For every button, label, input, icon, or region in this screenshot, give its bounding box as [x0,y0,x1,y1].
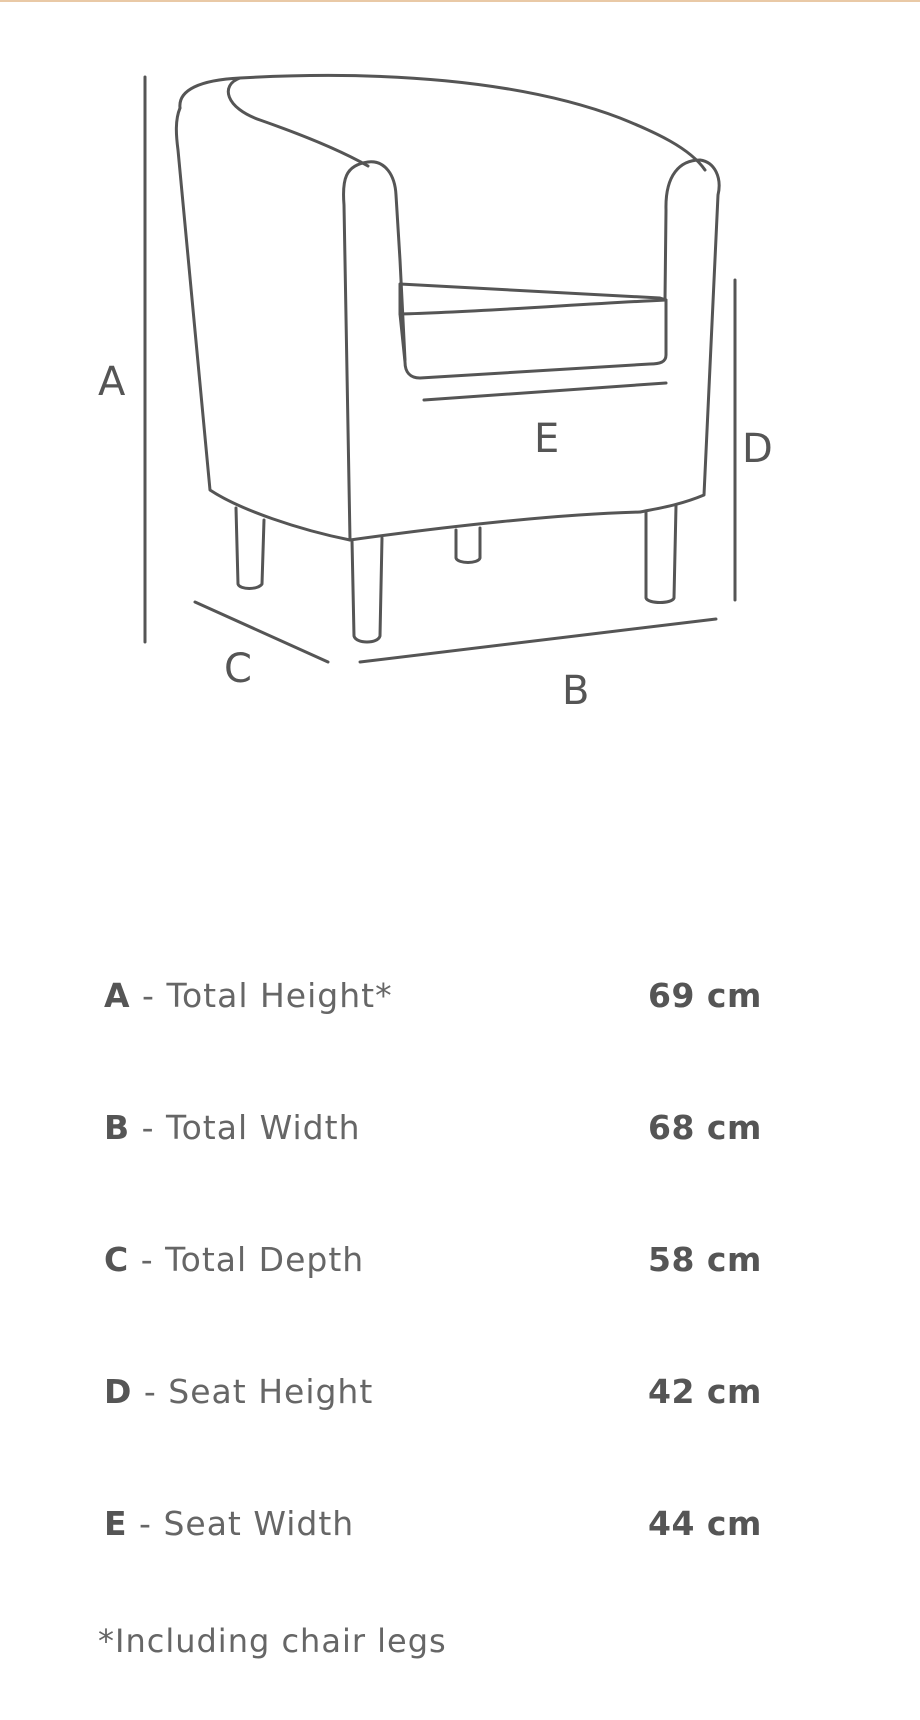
spec-label: Seat Height [168,1372,374,1411]
spec-value: 69 cm [648,976,762,1015]
dimension-line-c [195,602,328,662]
chair-leg-front-left [352,538,382,642]
spec-value: 44 cm [648,1504,762,1543]
spec-separator: - [132,1372,169,1411]
spec-value: 58 cm [648,1240,762,1279]
spec-value: 42 cm [648,1372,762,1411]
chair-outline [176,75,719,642]
spec-row-total-width [104,1108,824,1240]
spec-row-seat-width [104,1504,824,1636]
spec-label: Total Depth [165,1240,365,1279]
dimension-specs-list [104,976,824,1636]
spec-key: E [104,1504,128,1543]
dimension-line-b [360,619,716,662]
spec-row-seat-height [104,1372,824,1504]
footnote: *Including chair legs [98,1622,447,1660]
spec-separator: - [127,1504,164,1543]
spec-key: D [104,1372,133,1411]
chair-leg-back-left [236,508,264,589]
chair-front-arm [343,162,405,540]
dimension-label-d: D [742,426,773,472]
chair-backrest [180,75,705,170]
spec-key: C [104,1240,130,1279]
chair-front-base [350,512,640,540]
dimension-label-e: E [534,416,560,462]
spec-value: 68 cm [648,1108,762,1147]
dimension-label-a: A [98,359,126,405]
dimension-label-c: C [224,646,252,692]
chair-dimension-diagram [0,0,920,720]
chair-seat-front-edge [400,300,666,314]
spec-row-total-depth [104,1240,824,1372]
chair-leg-back-middle [456,528,480,563]
spec-key: B [104,1108,131,1147]
spec-row-total-height [104,976,824,1108]
spec-separator: - [130,976,167,1015]
spec-separator: - [129,1240,166,1279]
chair-right-arm [640,160,719,512]
spec-key: A [104,976,131,1015]
chair-backrest-inner [228,78,368,166]
chair-left-side [176,108,350,540]
spec-label: Total Height* [166,976,393,1015]
spec-label: Total Width [166,1108,361,1147]
chair-leg-front-right [646,506,676,603]
spec-separator: - [130,1108,167,1147]
spec-label: Seat Width [163,1504,355,1543]
chair-seat-cushion [400,284,666,378]
dimension-label-b: B [562,668,590,714]
dimension-line-e [424,383,666,400]
